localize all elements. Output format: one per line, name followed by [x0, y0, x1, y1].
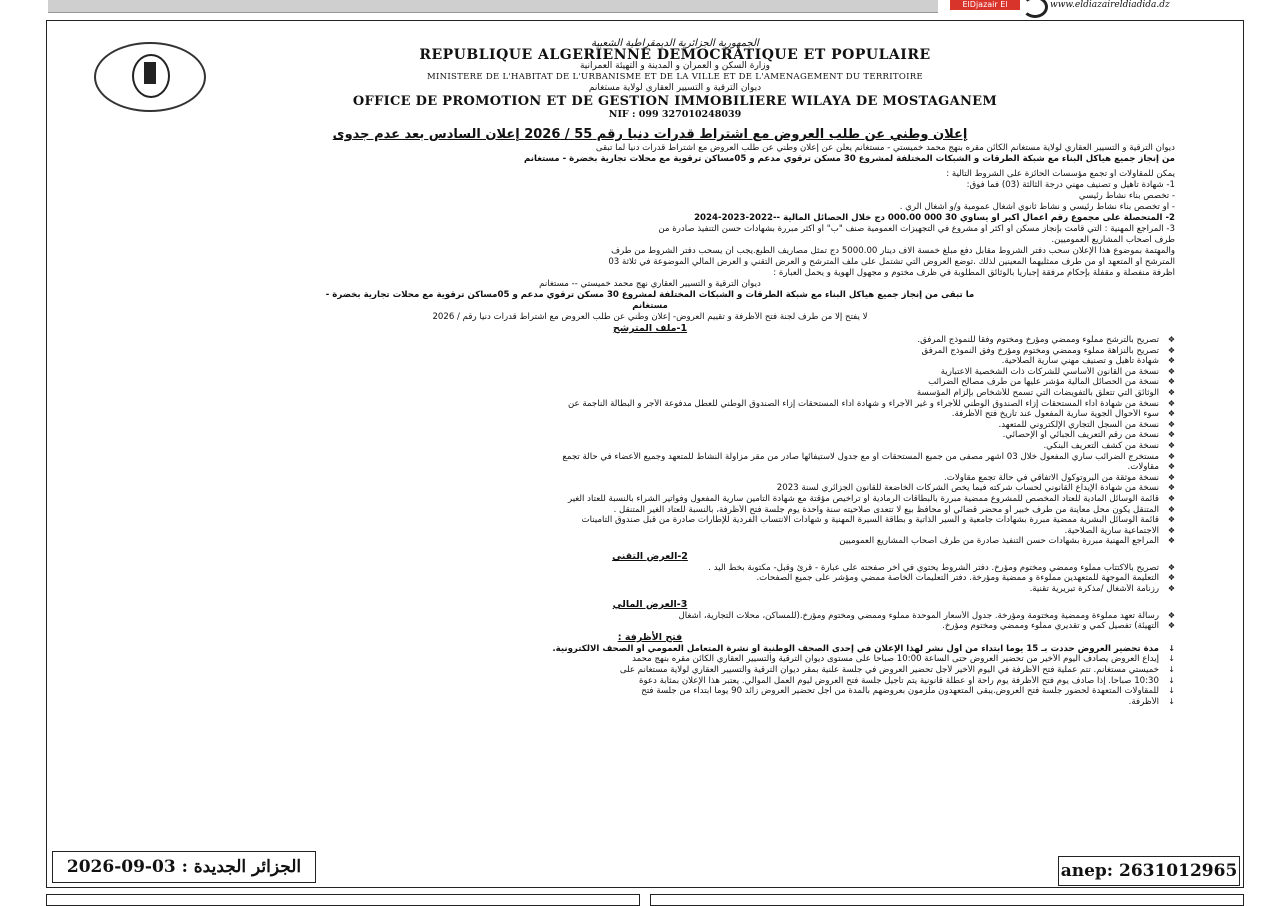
section-title-opening: فتح الأظرفة : — [617, 631, 683, 643]
technical-offer-list — [125, 563, 1175, 595]
list-item: ❖ تصريح بالاكتتاب مملوء وممضي ومختوم ومؤرخ. دفتر الشروط يحتوي في آخر صفحته على عبارة - قرئ وقبل- مكتوبة بخط اليد . — [125, 563, 1175, 574]
list-item: ❖ التهيئة) تفصيل كمي و تقديري مملوء وممضي ومختوم ومؤرخ. — [125, 621, 1175, 632]
envelope-line: ما تبقى من إنجاز جميع هياكل البناء مع شبكة الطرقات و الشبكات المختلفة لمشروع 30 مسكن ترقوي مدعم و 05مساكن ترقوية مع محلات تجارية بخضرة - — [325, 290, 975, 300]
condition-line: والمهتمة بموضوع هذا الإعلان سحب دفتر الشروط مقابل دفع مبلغ خمسة آلاف دينار 5000.00 دج تمثل مصاريف الطبع.يجب أن يسحب دفتر الشروط من طرف — [611, 246, 1175, 256]
condition-line: - تخصص بناء نشاط رئيسي — [1078, 191, 1175, 201]
intro-line: من إنجاز جميع هياكل البناء مع شبكة الطرقات و الشبكات المختلفة لمشروع 30 مسكن ترقوي مدعم و 05مساكن ترقوية مع محلات تجارية بخضرة - مستغانم — [524, 154, 1175, 164]
list-item: ❖ نسخة موثقة من البروتوكول الاتفاقي في حالة تجمع مقاولات. — [125, 473, 1175, 484]
intro-line: ديوان الترقية و التسيير العقاري لولاية مستغانم الكائن مقره بنهج محمد خميستي - مستغانم يعلن عن إعلان وطني عن طلب العروض مع اشتراط قدرات دنيا لما تبقى — [595, 143, 1175, 153]
nif: NIF : 099 327010248039 — [608, 109, 742, 120]
candidate-file-list — [125, 335, 1175, 547]
anep-number-box: anep: 2631012965 — [1058, 856, 1240, 886]
condition-line: يمكن للمقاولات أو تجمع مؤسسات الحائزة على الشروط التالية : — [946, 169, 1175, 179]
list-item: ↓ مدة تحضير العروض حددت بـ 15 يوما ابتداء من أول نشر لهذا الإعلان في إحدى الصحف الوطنية أو نشرة المتعامل العمومي أو الصحف الالكترونية. — [125, 644, 1175, 655]
office-fr: OFFICE DE PROMOTION ET DE GESTION IMMOBILIERE WILAYA DE MOSTAGANEM — [352, 94, 998, 109]
list-item: ❖ نسخة من رقم التعريف الجبائي أو الإحصائي. — [125, 430, 1175, 441]
list-item: ↓ خميستي مستغانم. تتم عملية فتح الأظرفة في اليوم الأخير لأجل تحضير العروض في جلسة علنية بمقر ديوان الترقية والتسيير العقاري لولاية مستغانم على — [125, 665, 1175, 676]
envelope-line: لا يفتح إلا من طرف لجنة فتح الأظرفة و تقييم العروض- إعلان وطني عن طلب العروض مع اشتراط قدرات دنيا رقم / 2026 — [432, 312, 868, 322]
notice-body — [125, 143, 1175, 707]
condition-line: المترشح أو المتعهد أو من طرف ممثليهما المعينين لذلك .توضع العروض التي تشتمل على ملف المترشح و العرض التقني و العرض المالي الموضوعة في ثلاثة 03 — [608, 257, 1175, 267]
list-item: ❖ التعليمة الموجهة للمتعهدين مملوءة و ممضية ومؤرخة. دفتر التعليمات الخاصة ممضي ومؤشر على جميع الصفحات. — [125, 573, 1175, 584]
list-item: ❖ مقاولات. — [125, 462, 1175, 473]
ministry-ar: وزارة السكن و العمران و المدينة و التهيئة العمرانية — [579, 61, 770, 71]
list-item: ❖ الاجتماعية سارية الصلاحية. — [125, 526, 1175, 537]
header-bar — [48, 0, 938, 13]
list-item: ❖ نسخة من كشف التعريف البنكي. — [125, 441, 1175, 452]
opening-list — [125, 644, 1175, 708]
condition-line: 2- المتحصلة على مجموع رقم أعمال أكبر أو يساوي 30 000 000.00 دج خلال الحصائل المالية --2022-2023-2024 — [694, 213, 1175, 223]
next-notice-frame-right — [650, 894, 1244, 906]
section-title-technical-offer: 2-العرض التقني — [612, 550, 688, 562]
list-item: ❖ نسخة من السجل التجاري الإلكتروني للمتعهد. — [125, 420, 1175, 431]
list-item: ↓ إيداع العروض يصادف اليوم الأخير من تحضير العروض حتى الساعة 10:00 صباحا على مستوى ديوان الترقية والتسيير العقاري الكائن مقره بنهج محمد — [125, 654, 1175, 665]
newspaper-url: www.eldiazaireldiadida.dz — [1050, 0, 1170, 10]
opgi-seal-logo — [94, 42, 206, 112]
envelope-line: مستغانم — [632, 301, 668, 311]
list-item: ❖ سوء الأحوال الجوية سارية المفعول عند تاريخ فتح الأظرفة. — [125, 409, 1175, 420]
condition-line: - أو تخصص بناء نشاط رئيسي و نشاط ثانوي أشغال عمومية و/و أشغال الري . — [899, 202, 1175, 212]
list-item: ↓ الأظرفة. — [125, 697, 1175, 708]
list-item: ❖ قائمة الوسائل المادية للعتاد المخصص للمشروع ممضية مبررة بالبطاقات الرمادية أو تراخيص مؤقتة مع شهادة التأمين سارية المفعول وفواتير الشراء بالنسبة للعتاد الغير — [125, 494, 1175, 505]
condition-line: طرف أصحاب المشاريع العموميين. — [1051, 235, 1175, 245]
list-item: ❖ الوثائق التي تتعلق بالتفويضات التي تسمح للأشخاص بإلزام المؤسسة — [125, 388, 1175, 399]
newspaper-date-box: الجزائر الجديدة : 03-09-2026 — [52, 851, 316, 883]
list-item: ❖ قائمة الوسائل البشرية ممضية مبررة بشهادات جامعية و السير الذاتية و بطاقة السيرة المهنية و شهادات الانتساب الفردية للإطارات صادرة من قبل صندوق التأمينات — [125, 515, 1175, 526]
list-item: ❖ المتنقل يكون محل معاينة من طرف خبير أو محضر قضائي أو محافظ بيع لا تتعدى صلاحيته سنة واحدة يوم جلسة فتح الأظرفة، بالنسبة للعتاد الغير المتنقل . — [125, 505, 1175, 516]
section-title-financial-offer: 3-العرض المالي — [612, 598, 688, 610]
newspaper-logo: ElDjazair El Djadida — [950, 0, 1020, 10]
list-item: ❖ نسخة من شهادة الإيداع القانوني لحساب شركته فيما يخص الشركات الخاضعة للقانون الجزائري لسنة 2023 — [125, 483, 1175, 494]
list-item: ❖ مستخرج الضرائب ساري المفعول خلال 03 أشهر مصفى من جميع المستحقات أو مع جدول لاستيفائها صادر من مقر مزاولة النشاط للمتعهد وجميع الأعضاء في حالة تجمع — [125, 452, 1175, 463]
next-notice-frame-left — [46, 894, 640, 906]
list-item: ❖ المراجع المهنية مبررة بشهادات حسن التنفيذ صادرة من طرف أصحاب المشاريع العموميين — [125, 536, 1175, 547]
office-ar: ديوان الترقية و التسيير العقاري لولاية مستغانم — [588, 83, 762, 93]
republic-ar: الجمهورية الجزائرية الديمقراطية الشعبية — [591, 38, 759, 49]
list-item: ❖ نسخة من القانون الأساسي للشركات ذات الشخصية الاعتبارية — [125, 367, 1175, 378]
notice-title: إعلان وطني عن طلب العروض مع اشتراط قدرات دنيا رقم 55 / 2026 إعلان السادس بعد عدم جدوى — [332, 127, 968, 142]
list-item: ❖ نسخة من الحصائل المالية مؤشر عليها من طرف مصالح الضرائب — [125, 377, 1175, 388]
list-item: ↓ للمقاولات المتعهدة لحضور جلسة فتح العروض.يبقى المتعهدون ملزمون بعروضهم بالمدة من أجل تحضير العروض زائد 90 يوما ابتداء من جلسة فتح — [125, 686, 1175, 697]
section-title-candidate-file: 1-ملف المترشح — [612, 323, 688, 334]
list-item: ❖ نسخة من شهادة أداء المستحقات إزاء الصندوق الوطني للأجراء و غير الأجراء و شهادة أداء المستحقات إزاء الصندوق الوطني للعطل مدفوعة الأجر و البطالة الناجمة عن — [125, 399, 1175, 410]
list-item: ❖ رزنامة الأشغال /مذكرة تبريرية تقنية. — [125, 584, 1175, 595]
building-icon — [144, 62, 156, 84]
logo-swoosh-icon — [1022, 0, 1048, 18]
top-strip — [0, 0, 1285, 19]
condition-line: 1- شهادة تأهيل و تصنيف مهني درجة الثالثة (03) فما فوق: — [966, 180, 1175, 190]
list-item: ❖ تصريح بالنزاهة مملوء وممضي ومختوم ومؤرخ وفق النموذج المرفق — [125, 346, 1175, 357]
list-item: ❖ شهادة تأهيل و تصنيف مهني سارية الصلاحية. — [125, 356, 1175, 367]
republic-fr: REPUBLIQUE ALGERIENNE DEMOCRATIQUE ET POPULAIRE — [419, 47, 931, 63]
envelope-addressee: ديوان الترقية و التسيير العقاري نهج محمد خميستي -- مستغانم — [539, 279, 761, 289]
list-item: ❖ رسالة تعهد مملوءة وممضية ومختومة ومؤرخة. جدول الأسعار الموحدة مملوء وممضي ومختوم ومؤرخ.(للمساكن، محلات التجارية، أشغال — [125, 611, 1175, 622]
condition-line: 3- المراجع المهنية : التي قامت بإنجاز مسكن أو أكثر أو مشروع في التجهيزات العمومية صنف "ب" أو أكثر مبررة بشهادات حسن التنفيذ صادرة من — [658, 224, 1175, 234]
list-item: ↓ 10:30 صباحا. إذا صادف يوم فتح الأظرفة يوم راحة أو عطلة قانونية يتم تأجيل جلسة فتح العروض ليوم العمل الموالي. يعتبر هذا الإعلان بمثابة دعوة — [125, 676, 1175, 687]
financial-offer-list — [125, 611, 1175, 632]
condition-line: أظرفة منفصلة و مقفلة بإحكام مرفقة إجباريا بالوثائق المطلوبة في ظرف مختوم و مجهول الهوية و يحمل العبارة : — [773, 268, 1175, 278]
list-item: ❖ تصريح بالترشح مملوء وممضي ومؤرخ ومختوم وفقا للنموذج المرفق. — [125, 335, 1175, 346]
ministry-fr: MINISTERE DE L'HABITAT DE L'URBANISME ET DE LA VILLE ET DE L'AMENAGEMENT DU TERRITOIRE — [426, 72, 924, 82]
